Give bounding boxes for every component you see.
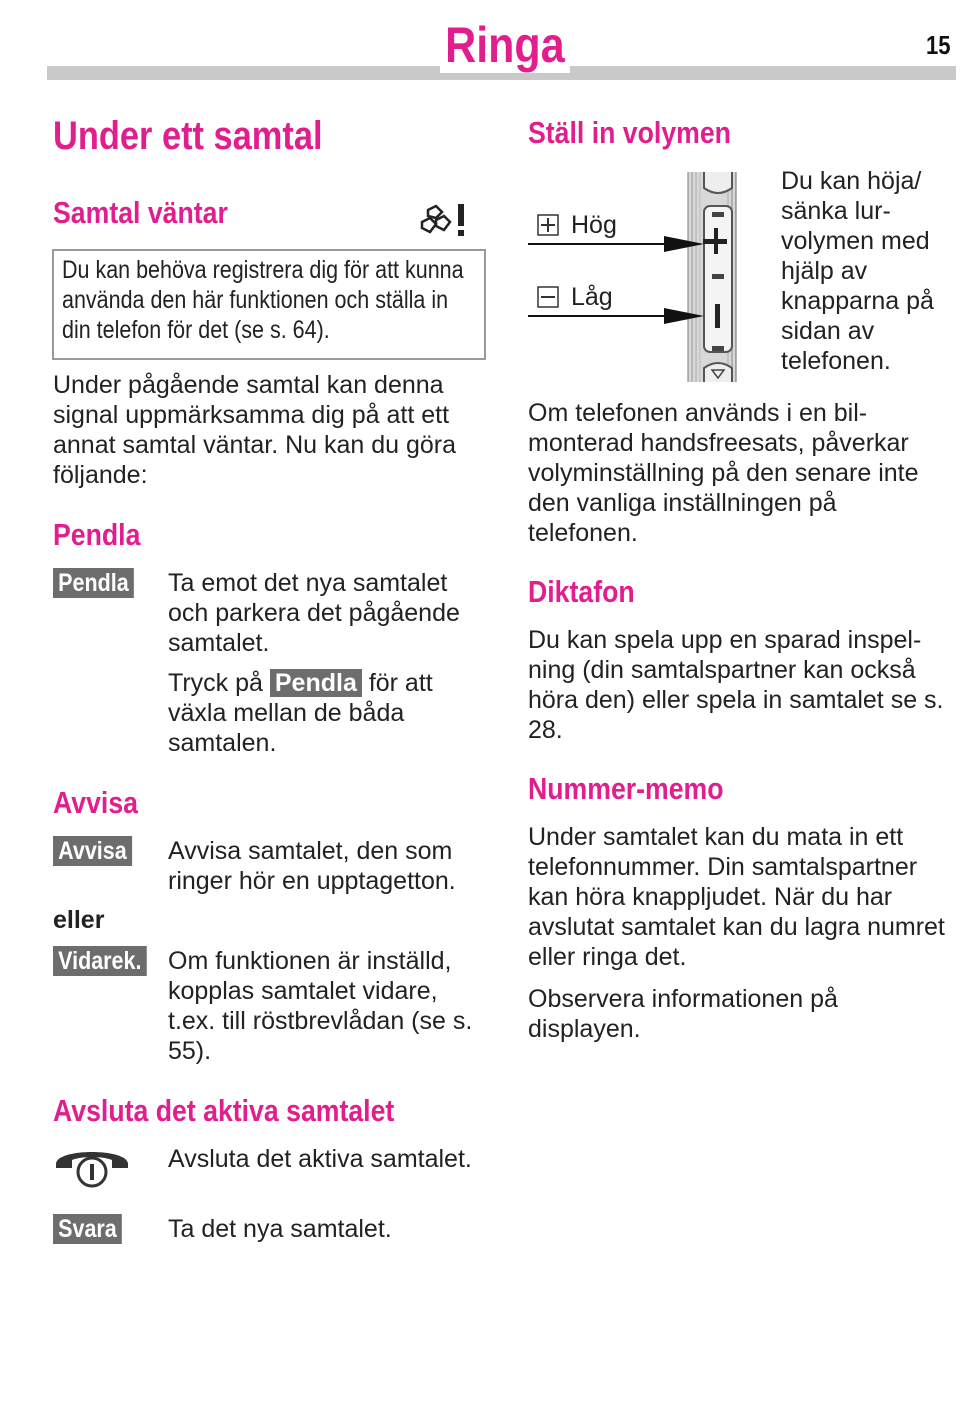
pendla-instruction-before: Tryck på <box>168 669 263 697</box>
volume-high-label: Hög <box>571 211 617 239</box>
avvisa-heading: Avvisa <box>53 785 138 820</box>
end-call-description: Avsluta det aktiva samtalet. <box>168 1145 472 1173</box>
vidarek-description: Om funktionen är inställd, kopplas samtalet vidare, t.ex. till röstbrevlådan (se s. 55). <box>168 947 473 1065</box>
volym-heading: Ställ in volymen <box>528 115 731 150</box>
nummer-memo-heading: Nummer-memo <box>528 771 724 806</box>
nummer-memo-paragraph-2: Observera informationen på displayen. <box>528 985 838 1043</box>
diktafon-heading: Diktafon <box>528 574 635 609</box>
volume-diagram <box>528 166 778 389</box>
avvisa-description: Avvisa samtalet, den som ringer hör en upptagetton. <box>168 837 456 895</box>
vidarek-softkey[interactable]: Vidarek. <box>53 946 147 976</box>
minus-box-icon <box>537 286 559 313</box>
pendla-instruction-after: för att växla mellan de båda samtalen. <box>168 669 433 757</box>
svara-softkey[interactable]: Svara <box>53 1214 122 1244</box>
svara-description: Ta det nya samtalet. <box>168 1215 392 1243</box>
chapter-title: Ringa <box>440 18 570 73</box>
volume-low-label: Låg <box>571 283 613 311</box>
network-service-icon <box>420 200 470 245</box>
page-number: 15 <box>926 30 951 60</box>
volume-side-text: Du kan höja/ sänka lur-volymen med hjälp av knapparna på sidan av telefonen. <box>781 167 934 375</box>
samtal-vantar-intro: Under pågående samtal kan denna signal uppmärksamma dig på att ett annat samtal väntar. Nu kan du göra följande: <box>53 371 457 489</box>
registration-note <box>52 249 486 360</box>
samtal-vantar-heading: Samtal väntar <box>53 195 228 230</box>
nummer-memo-paragraph-1: Under samtalet kan du mata in ett telefonnummer. Din samtalspartner kan höra knappljudet. När du har avslutat samtalet kan du lagra numret eller ringa det. <box>528 823 945 971</box>
avsluta-heading: Avsluta det aktiva samtalet <box>53 1093 395 1128</box>
end-call-icon[interactable] <box>52 1136 132 1201</box>
pendla-inline-softkey[interactable]: Pendla <box>270 669 362 697</box>
section-title: Under ett samtal <box>53 114 323 158</box>
pendla-instruction <box>168 668 483 758</box>
pendla-heading: Pendla <box>53 517 141 552</box>
plus-box-icon <box>537 214 559 241</box>
avvisa-softkey[interactable]: Avvisa <box>53 836 132 866</box>
pendla-softkey[interactable]: Pendla <box>53 568 134 598</box>
eller-label: eller <box>53 906 105 934</box>
diktafon-paragraph: Du kan spela upp en sparad inspel-ning (din samtalspartner kan också höra den) eller spela in samtalet se s. 28. <box>528 626 944 744</box>
volym-paragraph: Om telefonen används i en bil-monterad handsfreesats, påverkar volyminställning på den senare inte den vanliga inställningen på telefonen. <box>528 399 919 547</box>
registration-note-text: Du kan behöva registrera dig för att kunna använda den här funktionen och ställa in din telefon för det (se s. 64). <box>62 256 464 344</box>
pendla-description: Ta emot det nya samtalet och parkera det pågående samtalet. <box>168 569 460 657</box>
